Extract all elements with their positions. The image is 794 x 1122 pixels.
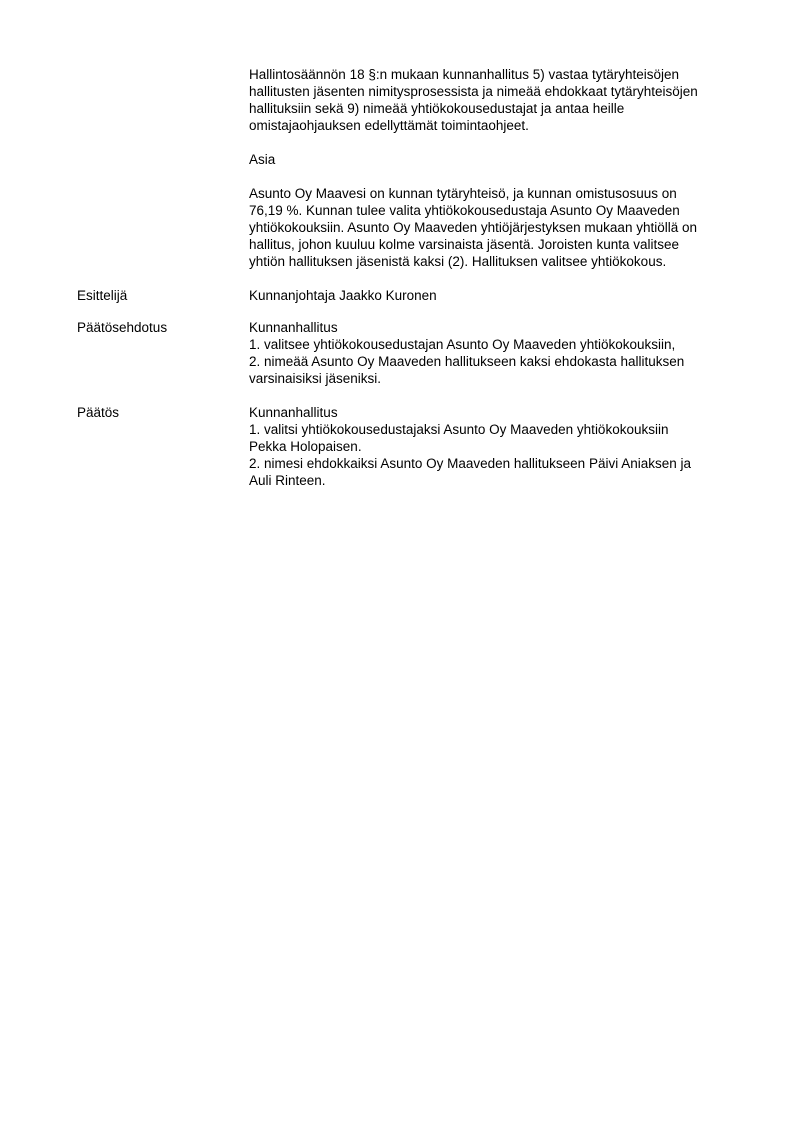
text-line: yhtiön hallituksen jäsenistä kaksi (2). Hallituksen valitsee yhtiökokous. [249, 254, 667, 269]
intro-section [249, 66, 738, 287]
text-line: 1. valitsi yhtiökokousedustajaksi Asunto Oy Maaveden yhtiökokouksiin [249, 422, 669, 437]
decision-label: Päätös [77, 405, 120, 420]
presenter-content [249, 287, 738, 304]
text-line: 2. nimeää Asunto Oy Maaveden hallitukseen kaksi ehdokasta hallituksen [249, 354, 685, 369]
presenter-label: Esittelijä [77, 288, 128, 303]
matter-paragraph [249, 185, 738, 270]
text-line: varsinaisiksi jäseniksi. [249, 371, 382, 386]
text-line: Asunto Oy Maavesi on kunnan tytäryhteisö, ja kunnan omistusosuus on [249, 186, 677, 201]
text-line: hallituksiin sekä 9) nimeää yhtiökokousedustajat ja antaa heille [249, 101, 625, 116]
text-line: 2. nimesi ehdokkaiksi Asunto Oy Maaveden hallitukseen Päivi Aniaksen ja [249, 456, 691, 471]
proposal-content [249, 319, 738, 387]
presenter-value: Kunnanjohtaja Jaakko Kuronen [249, 288, 437, 303]
text-line: Kunnanhallitus [249, 320, 338, 335]
text-line: Auli Rinteen. [249, 473, 326, 488]
heading-text: Asia [249, 152, 276, 167]
text-line: hallitusten jäsenten nimitysprosessista ja nimeää ehdokkaat tytäryhteisöjen [249, 84, 698, 99]
text-line: omistajaohjauksen edellyttämät toimintaohjeet. [249, 118, 529, 133]
section-heading-asia [249, 151, 738, 168]
decision-content [249, 404, 738, 489]
text-line: Hallintosäännön 18 §:n mukaan kunnanhallitus 5) vastaa tytäryhteisöjen [249, 67, 680, 82]
legal-basis-paragraph [249, 66, 738, 134]
proposal-label: Päätösehdotus [77, 320, 168, 335]
text-line: 76,19 %. Kunnan tulee valita yhtiökokousedustaja Asunto Oy Maaveden [249, 203, 680, 218]
text-line: yhtiökokouksiin. Asunto Oy Maaveden yhtiöjärjestyksen mukaan yhtiöllä on [249, 220, 697, 235]
text-line: Pekka Holopaisen. [249, 439, 362, 454]
text-line: hallitus, johon kuuluu kolme varsinaista jäsentä. Joroisten kunta valitsee [249, 237, 679, 252]
text-line: 1. valitsee yhtiökokousedustajan Asunto Oy Maaveden yhtiökokouksiin, [249, 337, 676, 352]
text-line: Kunnanhallitus [249, 405, 338, 420]
